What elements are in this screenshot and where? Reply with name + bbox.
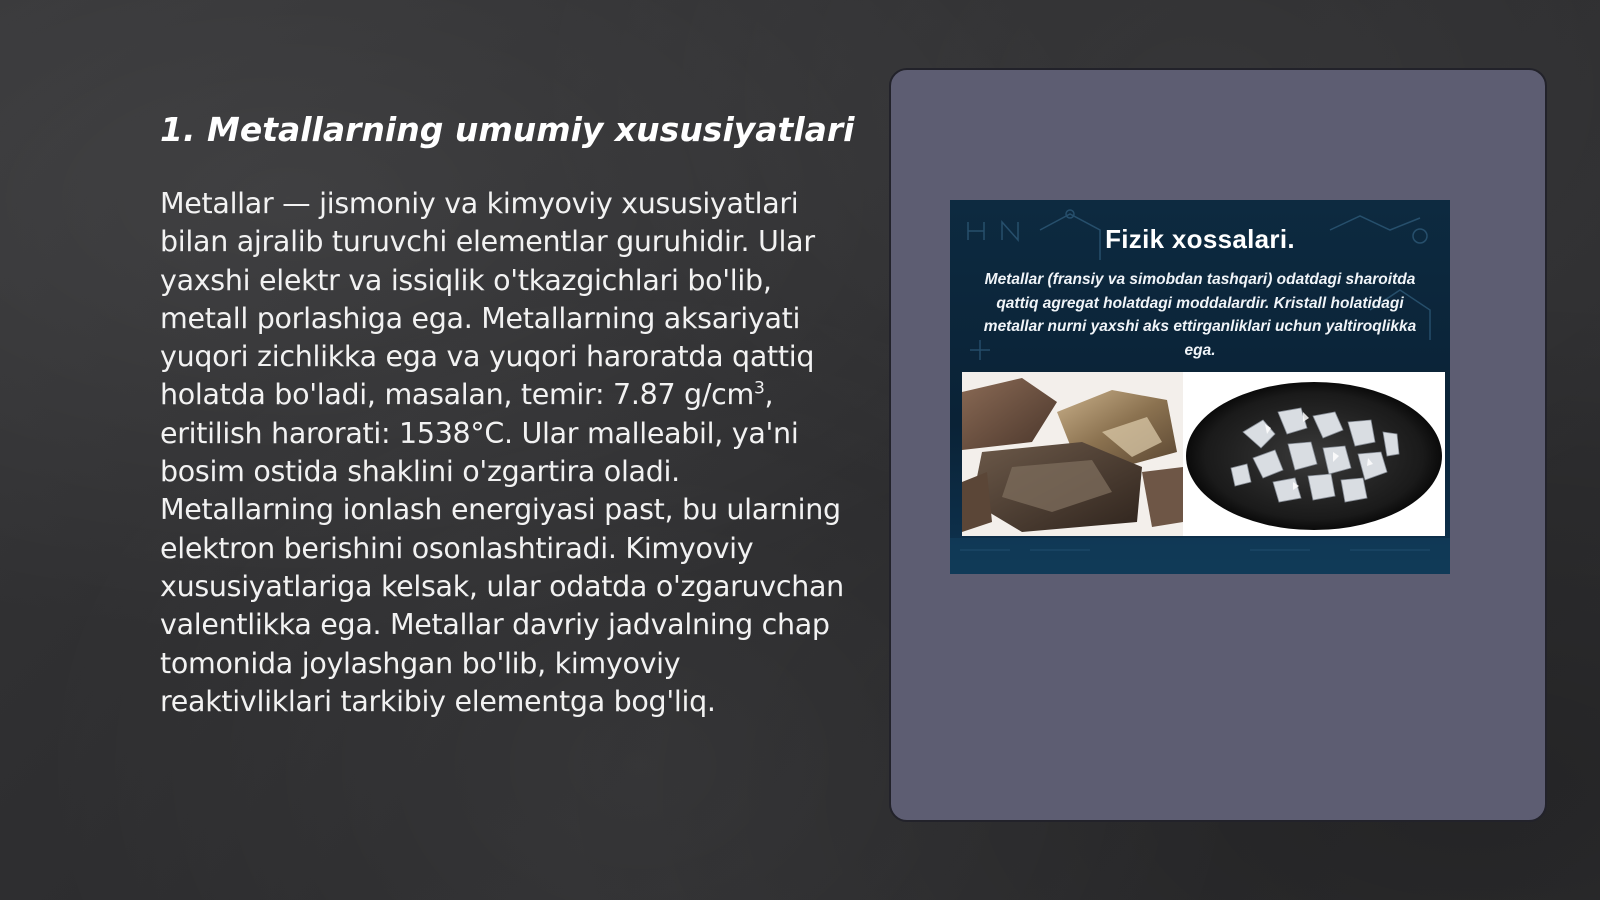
- image-title: Fizik xossalari.: [1105, 224, 1295, 254]
- image-caption: Metallar (fransiy va simobdan tashqari) odatdagi sharoitda qattiq agregat holatdagi moddalardir. Kristall holatidagi metallar nurni yaxshi aks ettirganliklari uchun yaltiroqlikka ega.: [983, 271, 1417, 359]
- body-text-superscript: 3: [753, 378, 765, 399]
- metal-chunks-photo: [962, 372, 1183, 536]
- physical-properties-image: [950, 200, 1450, 574]
- slide-title: 1. Metallarning umumiy xususiyatlari: [160, 110, 855, 149]
- body-text-part-2: , eritilish harorati: 1538°C. Ular malleabil, ya'ni bosim ostida shaklini o'zgartira oladi. Metallarning ionlash energiyasi past, bu ularning elektron berishini osonlashtiradi. Kimyoviy xususiyatlariga kelsak, ular odatda o'zgaruvchan valentlikka ega. Metallar davriy jadvalning chap tomonida joylashgan bo'lib, kimyoviy reaktivliklari tarkibiy elementga bog'liq.: [160, 378, 844, 718]
- body-text-part-1: Metallar — jismoniy va kimyoviy xususiyatlari bilan ajralib turuvchi elementlar guruhidir. Ular yaxshi elektr va issiqlik o'tkazgichlari bo'lib, metall porlashiga ega. Metallarning aksariyati yuqori zichlikka ega va yuqori haroratda qattiq holatda bo'ladi, masalan, temir: 7.87 g/cm: [160, 187, 815, 412]
- slide-body-text: [160, 185, 850, 721]
- metal-crystals-bowl-photo: [1183, 372, 1445, 536]
